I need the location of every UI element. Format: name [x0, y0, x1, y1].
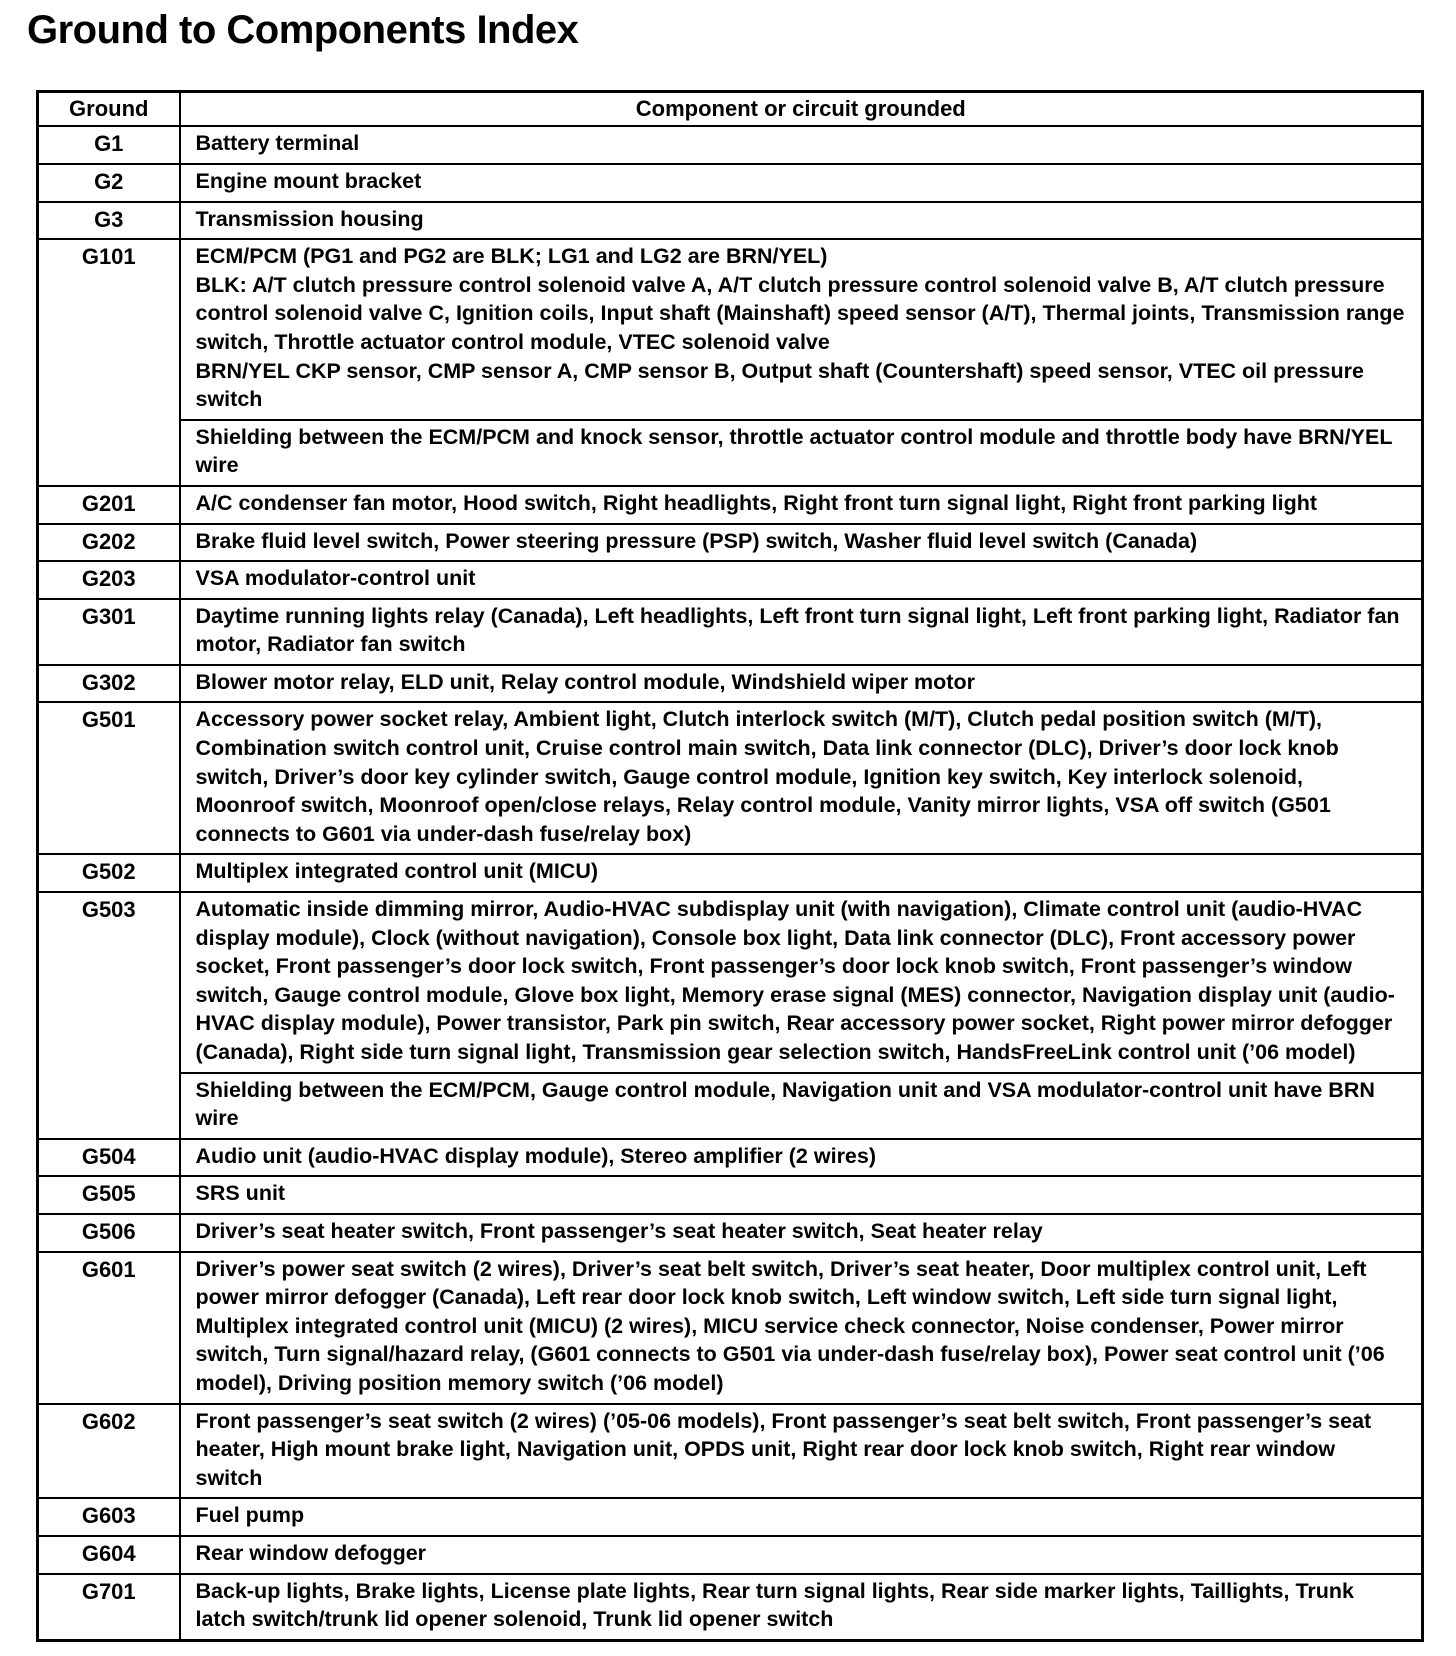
ground-cell: G502	[38, 854, 180, 892]
ground-cell: G302	[38, 665, 180, 703]
component-column-header: Component or circuit grounded	[180, 92, 1423, 127]
ground-cell: G301	[38, 599, 180, 665]
ground-cell: G203	[38, 561, 180, 599]
ground-cell: G2	[38, 164, 180, 202]
component-cell	[180, 1536, 1423, 1574]
component-text: Blower motor relay, ELD unit, Relay control module, Windshield wiper motor	[195, 669, 975, 694]
component-text: SRS unit	[195, 1181, 286, 1206]
table-row	[38, 1536, 1423, 1574]
component-text: Driver’s seat heater switch, Front passenger’s seat heater switch, Seat heater relay	[195, 1218, 1043, 1243]
ground-column-header: Ground	[38, 92, 180, 127]
component-text: Shielding between the ECM/PCM, Gauge control module, Navigation unit and VSA modulator-control unit have BRN wire	[195, 1077, 1375, 1131]
component-text: A/C condenser fan motor, Hood switch, Right headlights, Right front turn signal light, Right front parking light	[195, 490, 1318, 515]
page-title: Ground to Components Index	[27, 8, 579, 52]
table-row	[38, 1252, 1423, 1404]
table-row	[38, 1498, 1423, 1536]
table-row	[38, 164, 1423, 202]
component-cell	[180, 1073, 1423, 1139]
table-row	[38, 854, 1423, 892]
table-row	[38, 892, 1423, 1073]
table-row	[38, 486, 1423, 524]
table-row	[38, 239, 1423, 420]
component-cell	[180, 702, 1423, 854]
component-cell	[180, 524, 1423, 562]
table-body	[38, 126, 1423, 1640]
ground-cell: G602	[38, 1404, 180, 1499]
table-row	[38, 126, 1423, 164]
component-cell	[180, 126, 1423, 164]
table-row	[38, 1404, 1423, 1499]
component-cell	[180, 1252, 1423, 1404]
table-row	[38, 1139, 1423, 1177]
table-row	[38, 561, 1423, 599]
table-row	[38, 599, 1423, 665]
component-text: Front passenger’s seat switch (2 wires) (’05-06 models), Front passenger’s seat belt switch, Front passenger’s seat heater, High mount brake light, Navigation unit, OPDS unit, Right rear door lock knob switch, Right rear window switch	[195, 1408, 1372, 1490]
table-row	[38, 420, 1423, 486]
component-cell	[180, 892, 1423, 1073]
ground-cell: G601	[38, 1252, 180, 1404]
component-cell	[180, 665, 1423, 703]
component-text: Daytime running lights relay (Canada), Left headlights, Left front turn signal light, Left front parking light, Radiator fan motor, Radiator fan switch	[195, 603, 1400, 657]
component-text: Shielding between the ECM/PCM and knock sensor, throttle actuator control module and throttle body have BRN/YEL wire	[195, 424, 1393, 478]
component-text: BLK: A/T clutch pressure control solenoid valve A, A/T clutch pressure control solenoid valve B, A/T clutch pressure control solenoid valve C, Ignition coils, Input shaft (Mainshaft) speed sensor (A/T), Thermal joints, Transmission range switch, Throttle actuator control module, VTEC solenoid valve	[195, 272, 1405, 354]
component-cell	[180, 202, 1423, 240]
component-text: Brake fluid level switch, Power steering pressure (PSP) switch, Washer fluid level switch (Canada)	[195, 528, 1198, 553]
ground-cell: G503	[38, 892, 180, 1139]
component-text: Transmission housing	[195, 206, 424, 231]
table-row	[38, 1574, 1423, 1641]
component-cell	[180, 420, 1423, 486]
component-cell	[180, 561, 1423, 599]
ground-components-table	[36, 90, 1424, 1642]
table-row	[38, 1176, 1423, 1214]
component-cell	[180, 486, 1423, 524]
component-text: Automatic inside dimming mirror, Audio-HVAC subdisplay unit (with navigation), Climate control unit (audio-HVAC display module), Clock (without navigation), Console box light, Data link connector (DLC), Front accessory power socket, Front passenger’s door lock switch, Front passenger’s door lock knob switch, Front passenger’s window switch, Gauge control module, Glove box light, Memory erase signal (MES) connector, Navigation display unit (audio-HVAC display module), Power transistor, Park pin switch, Rear accessory power socket, Right power mirror defogger (Canada), Right side turn signal light, Transmission gear selection switch, HandsFreeLink control unit (’06 model)	[195, 897, 1395, 1065]
component-text: Audio unit (audio-HVAC display module), Stereo amplifier (2 wires)	[195, 1143, 877, 1168]
component-text: Back-up lights, Brake lights, License plate lights, Rear turn signal lights, Rear side marker lights, Taillights, Trunk latch switch/trunk lid opener solenoid, Trunk lid opener switch	[195, 1578, 1354, 1632]
ground-cell: G201	[38, 486, 180, 524]
ground-cell: G202	[38, 524, 180, 562]
ground-cell: G101	[38, 239, 180, 486]
ground-cell: G504	[38, 1139, 180, 1177]
component-text: Multiplex integrated control unit (MICU)	[195, 859, 599, 884]
ground-cell: G1	[38, 126, 180, 164]
component-cell	[180, 1214, 1423, 1252]
ground-cell: G3	[38, 202, 180, 240]
table-row	[38, 1073, 1423, 1139]
table-row	[38, 665, 1423, 703]
component-cell	[180, 164, 1423, 202]
component-cell	[180, 1139, 1423, 1177]
component-text: VSA modulator-control unit	[195, 566, 476, 591]
table-row	[38, 202, 1423, 240]
ground-cell: G506	[38, 1214, 180, 1252]
table-header-row	[38, 92, 1423, 127]
component-text: BRN/YEL CKP sensor, CMP sensor A, CMP sensor B, Output shaft (Countershaft) speed sensor, VTEC oil pressure switch	[195, 358, 1364, 412]
component-text: Rear window defogger	[195, 1540, 427, 1565]
component-text: Fuel pump	[195, 1503, 305, 1528]
table-row	[38, 1214, 1423, 1252]
component-text: Battery terminal	[195, 131, 360, 156]
ground-cell: G701	[38, 1574, 180, 1641]
component-cell	[180, 1404, 1423, 1499]
component-cell	[180, 239, 1423, 420]
component-cell	[180, 854, 1423, 892]
table-row	[38, 702, 1423, 854]
ground-cell: G501	[38, 702, 180, 854]
component-cell	[180, 1498, 1423, 1536]
component-text: Engine mount bracket	[195, 168, 422, 193]
component-text: Driver’s power seat switch (2 wires), Driver’s seat belt switch, Driver’s seat heater, Door multiplex control unit, Left power mirror defogger (Canada), Left rear door lock knob switch, Left window switch, Left side turn signal light, Multiplex integrated control unit (MICU) (2 wires), MICU service check connector, Noise condenser, Power mirror switch, Turn signal/hazard relay, (G601 connects to G501 via under-dash fuse/relay box), Power seat control unit (’06 model), Driving position memory switch (’06 model)	[195, 1256, 1385, 1395]
component-text: Accessory power socket relay, Ambient light, Clutch interlock switch (M/T), Clutch pedal position switch (M/T), Combination switch control unit, Cruise control main switch, Data link connector (DLC), Driver’s door lock knob switch, Driver’s door key cylinder switch, Gauge control module, Ignition key switch, Key interlock solenoid, Moonroof switch, Moonroof open/close relays, Relay control module, Vanity mirror lights, VSA off switch (G501 connects to G601 via under-dash fuse/relay box)	[195, 707, 1339, 846]
table-row	[38, 524, 1423, 562]
component-cell	[180, 599, 1423, 665]
component-cell	[180, 1176, 1423, 1214]
ground-cell: G604	[38, 1536, 180, 1574]
ground-cell: G603	[38, 1498, 180, 1536]
component-cell	[180, 1574, 1423, 1641]
ground-cell: G505	[38, 1176, 180, 1214]
component-text: ECM/PCM (PG1 and PG2 are BLK; LG1 and LG2 are BRN/YEL)	[195, 244, 828, 269]
